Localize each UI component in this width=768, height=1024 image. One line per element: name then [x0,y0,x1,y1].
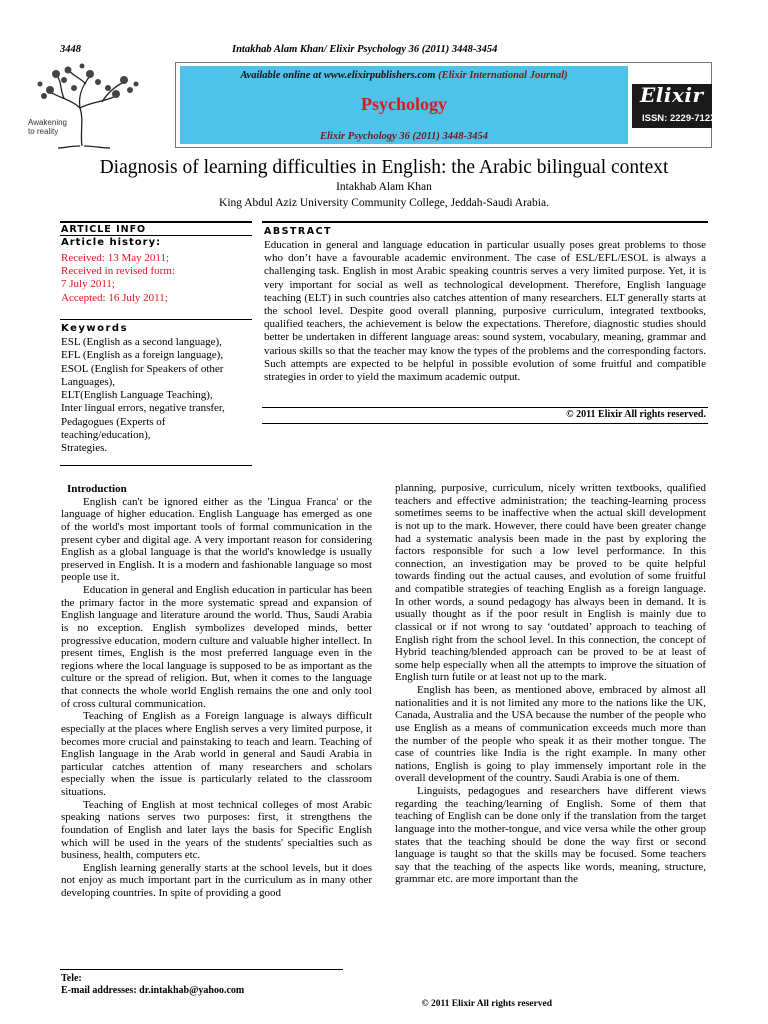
keywords-rule [60,319,252,320]
logo-caption: Awakening to reality [28,118,67,136]
paragraph: English learning generally starts at the school levels, but it does not enjoy as much important part in the curriculum as in many other developing countries. In spite of providing a good [61,861,372,899]
author-name: Intakhab Alam Khan [336,181,432,193]
paragraph: English can't be ignored either as the 'Lingua Franca' or the language of higher education. English Language has emerged as one of the world's most important tools of formal communication in the present cyber and digital age. A very important reason for considering English as a global language is that the world's knowledge is usually preserved in English. It is a modern and fashionable language so most people use it. [61,495,372,584]
availability-line: Available online at www.elixirpublishers.com (Elixir International Journal) [240,70,568,81]
paragraph: Linguists, pedagogues and researchers have different views regarding the teaching/learning of English. Some of them that teaching of English can be done only if the translation from the target language into the mother-tongue, and vice versa while the other group states that the teaching should be done the way first or second language is taught so that the skills may be focused. Some teachers say that the teaching of the aspects like words, meaning, structure, grammar etc. are more important than the [395,785,706,886]
author-affiliation: King Abdul Aziz University Community College, Jeddah-Saudi Arabia. [219,197,549,209]
list-item: ESL (English as a second language), [61,336,222,348]
footer-copyright: © 2011 Elixir All rights reserved [421,999,552,1009]
section-heading-introduction: Introduction [67,483,127,495]
list-item: Accepted: 16 July 2011; [61,291,168,304]
article-title: Diagnosis of learning difficulties in English: the Arabic bilingual context [99,157,669,178]
list-item: teaching/education), [61,429,151,442]
abstract-end-rule [262,423,708,424]
list-item: Pedagogues (Experts of [61,415,166,428]
footnote-email: E-mail addresses: dr.intakhab@yahoo.com [61,985,245,996]
article-info-heading: ARTICLE INFO [61,224,147,235]
publisher-logo [20,62,172,150]
abstract-heading: ABSTRACT [264,226,333,237]
keywords-list [61,336,253,456]
journal-name: Psychology [360,94,447,114]
list-item: Strategies. [61,442,108,455]
abstract-text: Education in general and language education in particular usually poses great problems to those who don’t have a favourable academic environment. The case of ESL/EFL/ESOL is always a challenging task. English in most Arabic speaking countris serves a very limited purpose. Yet, it is very important for social as well as technological development. Therefore, English language teaching (ELT) in such countries also catches attention of many researchers. ELT generally starts at the school level. Despite good overall planning, purposive curriculum, integrated textbooks, qualified teachers, the achievement is below the expectations. Therefore, diagnostic studies should better be undertaken in different language areas: sound system, vocabulary, meaning, grammar and various skills so that the teacher may know the types of the problems and the corresponding factors. Such attempts are expected to be helpful in possible evolution of some fruitful and compatible strategies in order to yield the maximum academic output. [264,239,706,384]
body-column-right [395,482,706,886]
abstract-copyright: © 2011 Elixir All rights reserved. [566,409,706,420]
keywords-heading: Keywords [61,323,129,334]
list-item: Received in revised form: [61,265,175,278]
page-number: 3448 [60,44,81,55]
list-item: ELT(English Language Teaching), [61,389,213,402]
list-item: Inter lingual errors, negative transfer, [61,402,225,415]
info-top-rule [60,221,252,223]
abstract-top-rule [262,221,708,223]
article-history-list [61,252,175,305]
article-history-heading: Article history: [61,237,162,248]
paragraph: English has been, as mentioned above, embraced by almost all nationalities and it is not limited any more to the nations like the UK, Canada, Australia and the USA because the number of the people who use English as a means of communication exceeds much more than the number of the people who speak it as their mother tongue. The case of countries like India is the right example. In many other nations, English is going to play immensely important role in the overall development of the country. Saudi Arabia is one of them. [395,684,706,785]
list-item: ESOL (English for Speakers of other [61,362,224,375]
list-item: Languages), [61,375,116,388]
journal-citation: Elixir Psychology 36 (2011) 3448-3454 [320,131,488,142]
paragraph: Teaching of English at most technical colleges of most Arabic speaking nations serves two purposes: first, it strengthens the foundation of English and later lays the basis for Specific English which will be used in the years of the students' specialties such as business, health, computers etc. [61,798,372,862]
list-item: 7 July 2011; [61,278,115,291]
body-column-left [61,483,372,900]
info-sub-rule [60,235,252,236]
paragraph: planning, purposive, curriculum, nicely written textbooks, qualified teachers and effective administration; the teaching-learning process sometimes seems to be inaffective when the actual skill development is not up to the mark. However, there could have been greater change had a systematic analysis been made in the past by exploring the factors responsible for such a low level performance. In this connection, an investigation may be proved to be quite helpful towards finding out the actual causes, and evolution of some fruitful and compatible strategies of teaching English as a foreign language. In other words, a sound pedagogy has always been in demand. It is usually thought as if the poor result in English is mainly due to classical or if not wrong to say ‘outdated’ approach to teaching of English right from the school level. In this connection, the concept of Hybrid teaching/blended approach can be proved to be at least of some help especially when all the attempts to improve the situation of English turn futile or at least not up to the mark. [395,482,706,684]
abstract-bottom-rule [262,407,708,408]
footnote-rule [60,969,343,970]
paragraph: Education in general and English education in particular has been the primary factor in the more systematic spread and expansion of English language and literature around the world. Thus, Saudi Arabia is no exception. English symbolizes developed minds, better progressive education, modern culture and valuable higher intellect. In present times, English is the most preferred language even in the regions where the local language is supposed to be as important as the culture or the spread of religion. But, when it comes to the language that connects the whole world English remains the one and only tool of cross cultural communication. [61,584,372,710]
elixir-brand: Elixir [640,83,704,107]
running-head: Intakhab Alam Khan/ Elixir Psychology 36 (2011) 3448-3454 [232,44,498,55]
info-bottom-rule [60,465,252,466]
paragraph: Teaching of English as a Foreign language is always difficult especially at the places where English serves a very limited purpose, it becomes more crucial and painstaking to teach and learn. Teaching of English language in the Arab world in general and Saudi Arabia in particular catches attention of many researchers and scholars especially when the issue is particularly related to the classroom situations. [61,710,372,798]
list-item: EFL (English as a foreign language), [61,349,224,362]
tree-logo-icon [20,62,172,150]
list-item: Received: 13 May 2011; [61,252,170,264]
issn: ISSN: 2229-712X [642,113,717,124]
footnote-tele: Tele: [61,973,82,984]
